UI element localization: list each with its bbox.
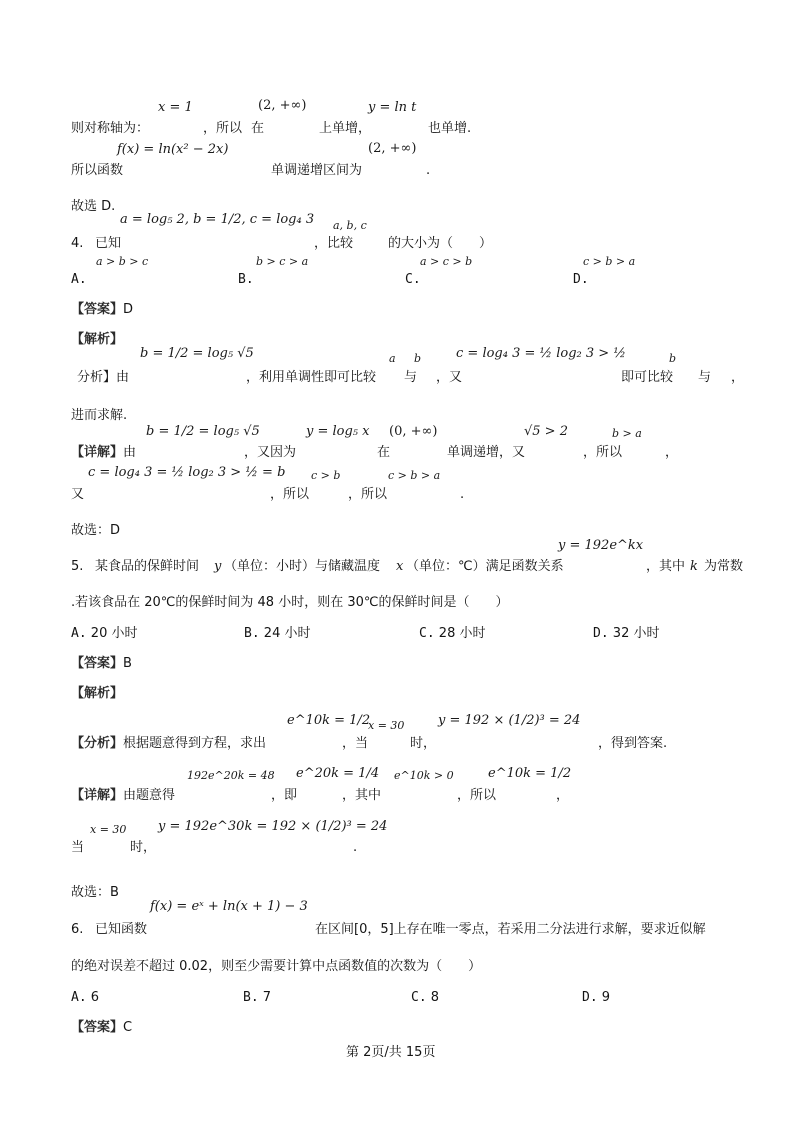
q5-l2: .若该食品在 20℃的保鲜时间为 48 小时，则在 30℃的保鲜时间是（ ）: [71, 595, 509, 610]
math-y-lnt: y = ln t: [368, 100, 417, 115]
q4-compare: ，比较: [314, 236, 354, 251]
math-axis-x1: x = 1: [158, 100, 193, 115]
text-increasing-interval: 单调递增区间为: [271, 163, 363, 178]
q4-given-expression: a = log₅ 2, b = 1/2, c = log₄ 3: [120, 212, 315, 227]
q5-l1-e: 为常数: [704, 559, 744, 574]
math-interval-2-inf-b: (2, +∞): [368, 141, 417, 156]
q5-dt-t6: 当: [71, 840, 85, 855]
q4-option-b-expr: b > c > a: [256, 255, 309, 268]
q4-an-b-eq: b = 1/2 = log₅ √5: [140, 346, 254, 361]
q4-dt-cba: c > b > a: [388, 469, 441, 482]
q4-abc: a, b, c: [333, 219, 367, 232]
q5-dt-y: y = 192e^30k = 192 × (1/2)³ = 24: [158, 819, 388, 834]
q6-option-a: A. 6: [71, 990, 100, 1005]
q4-option-a-expr: a > b > c: [96, 255, 149, 268]
q4-an-t8: 进而求解.: [71, 408, 128, 423]
q5-an-t1: 【分析】根据题意得到方程，求出: [71, 736, 267, 751]
q5-answer: 【答案】B: [71, 656, 132, 671]
q4-dt-func: y = log₅ x: [306, 424, 370, 439]
q5-option-c: C. 28 小时: [419, 626, 486, 641]
q5-dt-eq4: e^10k = 1/2: [488, 766, 572, 781]
math-function-f: f(x) = ln(x² − 2x): [117, 142, 229, 157]
q4-option-c-label: C.: [405, 272, 421, 287]
q4-dt-b-eq: b = 1/2 = log₅ √5: [146, 424, 260, 439]
text-symmetry-axis: 则对称轴为：: [71, 121, 150, 136]
q4-an-b: b: [414, 352, 422, 365]
q4-dt-ba: b > a: [612, 427, 642, 440]
q4-dt-t4: 单调递增，又: [447, 445, 526, 460]
q4-dt-t7: 又: [71, 487, 85, 502]
q6-l1-post: 在区间[0，5]上存在唯一零点，若采用二分法进行求解，要求近似解: [315, 922, 706, 937]
q4-option-a-label: A.: [71, 272, 87, 287]
page-footer: 第 2页/共 15页: [346, 1045, 436, 1060]
q4-dt-t8: ，所以: [270, 487, 310, 502]
q4-an-t5: 即可比较: [621, 370, 674, 385]
q5-dt-t7: 时，: [130, 840, 157, 855]
q5-dt-t2: ，即: [271, 788, 298, 803]
q4-dt-t5: ，所以: [583, 445, 623, 460]
q4-an-a: a: [389, 352, 396, 365]
q5-dt-t5: ，: [556, 788, 570, 803]
text-increasing: 上单增，: [319, 121, 372, 136]
q5-l1-a: 某食品的保鲜时间: [95, 559, 200, 574]
q4-dt-c-eq: c = log₄ 3 = ½ log₂ 3 > ½ = b: [88, 465, 286, 480]
q5-an-e10k: e^10k = 1/2: [287, 713, 371, 728]
q6-l2: 的绝对误差不超过 0.02，则至少需要计算中点函数值的次数为（ ）: [71, 959, 482, 974]
q5-choice: 故选：B: [71, 885, 119, 900]
q5-number: 5.: [71, 559, 84, 574]
text-so: ，所以: [203, 121, 243, 136]
q5-option-a: A. 20 小时: [71, 626, 138, 641]
q5-formula: y = 192e^kx: [558, 538, 644, 553]
q4-option-c-expr: a > c > b: [420, 255, 473, 268]
q4-an-t7: ，: [731, 370, 745, 385]
q4-dt-domain: (0, +∞): [389, 424, 438, 439]
q5-l1-x: x: [396, 559, 404, 574]
q5-an-t2: ，当: [342, 736, 369, 751]
q5-an-t3: 时，: [410, 736, 437, 751]
text-so-function: 所以函数: [71, 163, 124, 178]
q4-an-t2: ，利用单调性即可比较: [246, 370, 377, 385]
q4-option-b-label: B.: [238, 272, 254, 287]
q4-dt-t9: ，所以: [348, 487, 388, 502]
q5-l1-b: （单位：小时）与储藏温度: [224, 559, 381, 574]
q4-dt-t3: 在: [377, 445, 391, 460]
q4-dt-t2: ，又因为: [244, 445, 297, 460]
q5-dt-eq1: 192e^20k = 48: [187, 769, 275, 782]
q4-option-d-label: D.: [573, 272, 589, 287]
q5-dt-eq3: e^10k > 0: [394, 769, 454, 782]
q6-option-d: D. 9: [582, 990, 611, 1005]
q5-l1-k: k: [690, 559, 698, 574]
q4-question-tail: 的大小为（ ）: [388, 236, 493, 251]
q4-option-d-expr: c > b > a: [583, 255, 636, 268]
text-at: 在: [251, 121, 265, 136]
q5-dt-x30: x = 30: [90, 823, 127, 836]
q6-option-c: C. 8: [411, 990, 440, 1005]
q4-an-t1: 分析】由: [77, 370, 130, 385]
q5-l1-d: ，其中: [646, 559, 686, 574]
q6-function: f(x) = eˣ + ln(x + 1) − 3: [150, 899, 308, 914]
q6-option-b: B. 7: [243, 990, 272, 1005]
q4-an-t4: ，又: [436, 370, 463, 385]
q5-an-t4: ，得到答案.: [598, 736, 668, 751]
q4-an-t3: 与: [404, 370, 418, 385]
q5-dt-t4: ，所以: [457, 788, 497, 803]
text-also-increasing: 也单增.: [428, 121, 472, 136]
q4-dt-t10: .: [460, 487, 465, 502]
q4-an-c-eq: c = log₄ 3 = ½ log₂ 3 > ½: [456, 346, 626, 361]
q5-option-d: D. 32 小时: [593, 626, 660, 641]
q4-known: 已知: [95, 236, 122, 251]
text-period: .: [426, 163, 431, 178]
q5-dt-t8: .: [353, 840, 358, 855]
q5-dt-eq2: e^20k = 1/4: [296, 766, 380, 781]
q6-pre: 已知函数: [95, 922, 148, 937]
q4-dt-cb: c > b: [311, 469, 341, 482]
q6-answer: 【答案】C: [71, 1020, 133, 1035]
q5-option-b: B. 24 小时: [244, 626, 311, 641]
q4-detail: 【详解】由: [71, 445, 137, 460]
q4-dt-t6: ，: [665, 445, 679, 460]
q6-number: 6.: [71, 922, 84, 937]
q5-analysis-tag: 【解析】: [71, 686, 124, 701]
q5-l1-c: （单位：℃）满足函数关系: [406, 559, 564, 574]
q4-an-b2: b: [669, 352, 677, 365]
q5-dt-t1: 【详解】由题意得: [71, 788, 176, 803]
q4-dt-sqrt: √5 > 2: [524, 424, 568, 439]
q4-number: 4.: [71, 236, 84, 251]
q5-an-x30: x = 30: [368, 719, 405, 732]
q5-an-y: y = 192 × (1/2)³ = 24: [438, 713, 581, 728]
q5-dt-t3: ，其中: [342, 788, 382, 803]
q4-analysis-tag: 【解析】: [71, 332, 124, 347]
q5-l1-y: y: [214, 559, 222, 574]
math-interval-2-inf: (2, +∞): [258, 98, 307, 113]
answer-choice-q3: 故选 D.: [71, 199, 116, 214]
q4-choice: 故选：D: [71, 523, 121, 538]
q4-an-t6: 与: [698, 370, 712, 385]
q4-answer: 【答案】D: [71, 302, 134, 317]
